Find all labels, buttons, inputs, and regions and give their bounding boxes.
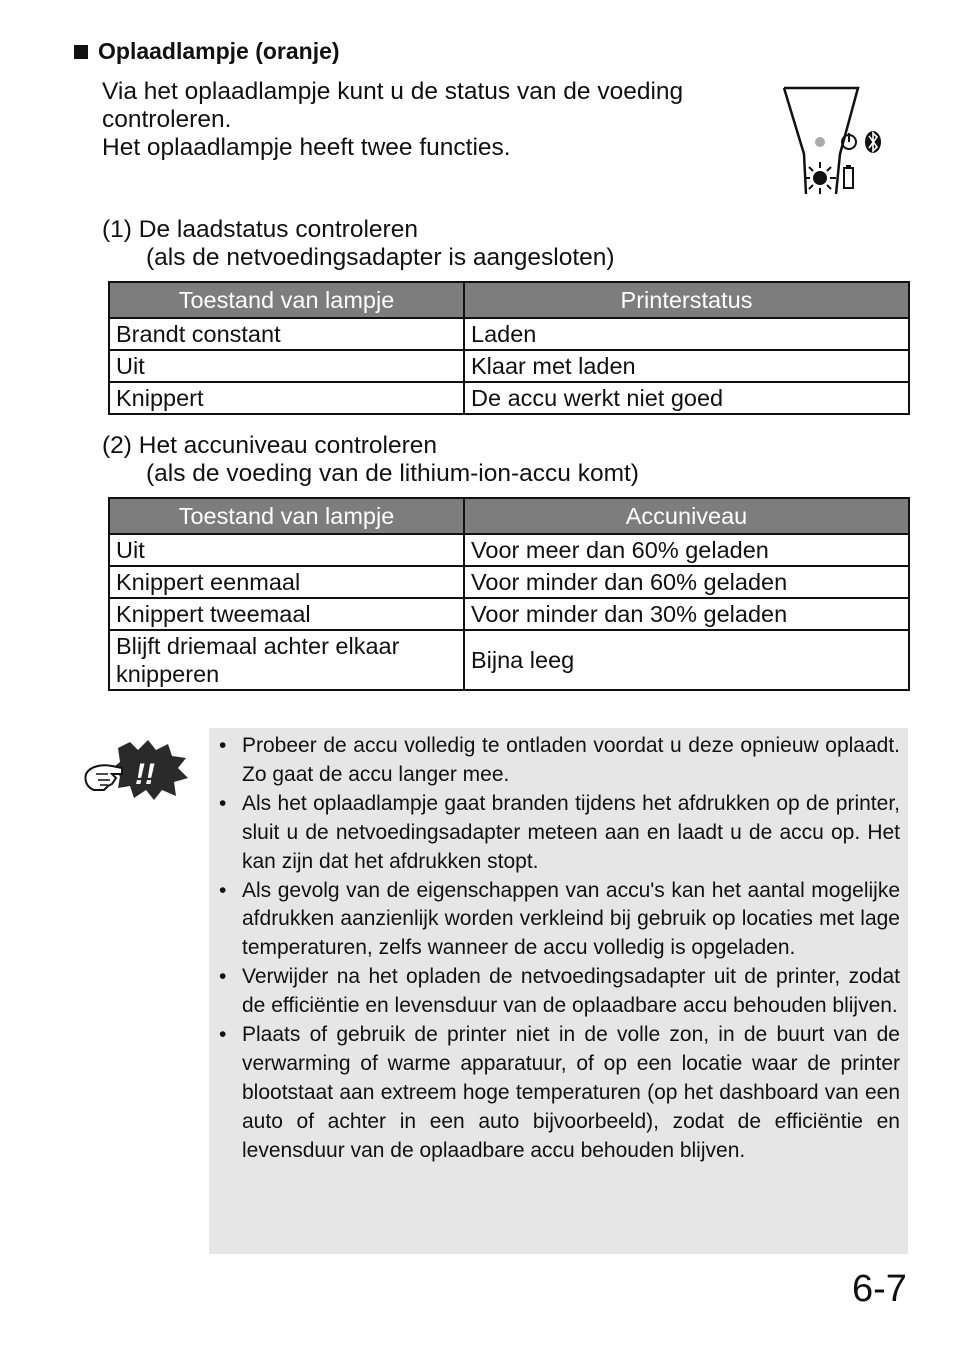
intro-line: Via het oplaadlampje kunt u de status van de voeding: [102, 78, 684, 105]
table-cell: Voor meer dan 60% geladen: [464, 534, 909, 566]
bullet-icon: •: [219, 965, 227, 989]
battery-level-table: [108, 497, 910, 691]
page-number: 6-7: [852, 1268, 907, 1310]
bullet-icon: •: [219, 734, 227, 757]
list-item: [215, 732, 900, 790]
note-text: Plaats of gebruik de printer niet in de volle zon, in de buurt van de verwarming of warme apparatuur, of op een locatie waar de printer blootstaat aan extreem hoge temperaturen (op het dashboard van een auto of achter in een auto bijvoorbeeld), zodat de efficiëntie en levensduur van de oplaadbare accu behouden blijven.: [242, 1023, 900, 1162]
column-header: Accuniveau: [464, 498, 909, 534]
table-cell: Knippert tweemaal: [109, 598, 464, 630]
note-text: Verwijder na het opladen de netvoedingsadapter uit de printer, zodat de efficiëntie en levensduur van de oplaadbare accu behouden blijven.: [242, 965, 900, 1018]
intro-line: Het oplaadlampje heeft twee functies.: [102, 134, 511, 161]
table-row: [109, 318, 909, 350]
table-cell: Voor minder dan 30% geladen: [464, 598, 909, 630]
bullet-icon: •: [219, 791, 227, 815]
table-cell: Uit: [109, 534, 464, 566]
table-header-row: [109, 282, 909, 318]
table-row: [109, 350, 909, 382]
table-cell: Knippert: [109, 382, 464, 414]
intro-line: controleren.: [102, 106, 232, 133]
table-row: [109, 630, 909, 690]
bullet-icon: •: [219, 1023, 227, 1047]
hand-exclamation-icon: [82, 738, 190, 800]
table-cell: Brandt constant: [109, 318, 464, 350]
list-item: [215, 877, 900, 964]
note-text: Als het oplaadlampje gaat branden tijdens het afdrukken op de printer, sluit u de netvoedingsadapter meteen aan en laadt u de accu op. Het kan zijn dat het afdrukken stopt.: [242, 791, 900, 873]
section1-title: (1) De laadstatus controleren: [102, 216, 418, 243]
table-row: [109, 382, 909, 414]
square-bullet-icon: [74, 45, 88, 59]
section1-title-block: [102, 216, 615, 272]
list-item: [215, 790, 900, 877]
table-cell: Knippert eenmaal: [109, 566, 464, 598]
table-cell: Bijna leeg: [464, 630, 909, 690]
list-item: [215, 963, 900, 1021]
section2-subtitle: (als de voeding van de lithium-ion-accu komt): [146, 460, 639, 487]
bullet-icon: •: [219, 878, 227, 902]
table-row: [109, 534, 909, 566]
column-header: Toestand van lampje: [109, 498, 464, 534]
table-cell: Voor minder dan 60% geladen: [464, 566, 909, 598]
section-heading: [74, 38, 340, 65]
notes-list: [215, 732, 900, 1166]
table-cell: Laden: [464, 318, 909, 350]
svg-text:!!: !!: [135, 758, 155, 791]
table-header-row: [109, 498, 909, 534]
table-cell: Uit: [109, 350, 464, 382]
table-row: [109, 566, 909, 598]
column-header: Toestand van lampje: [109, 282, 464, 318]
table-cell: Blijft driemaal achter elkaar knipperen: [109, 630, 464, 690]
column-header: Printerstatus: [464, 282, 909, 318]
section1-subtitle: (als de netvoedingsadapter is aangesloten): [146, 244, 615, 271]
table-cell: De accu werkt niet goed: [464, 382, 909, 414]
section2-title-block: [102, 432, 639, 488]
note-text: Als gevolg van de eigenschappen van accu's kan het aantal mogelijke afdrukken aanzienlijk worden verkleind bij gebruik op locaties met lage temperaturen, zelfs wanneer de accu volledig is opgeladen.: [242, 878, 900, 960]
list-item: [215, 1021, 900, 1166]
notes-box: [209, 728, 908, 1254]
note-text: Probeer de accu volledig te ontladen voordat u deze opnieuw oplaadt. Zo gaat de accu langer mee.: [242, 734, 900, 786]
intro-text: [102, 78, 762, 162]
charge-lamp-illustration-icon: [778, 84, 890, 200]
charge-status-table: [108, 281, 910, 415]
table-cell: Klaar met laden: [464, 350, 909, 382]
table-row: [109, 598, 909, 630]
section2-title: (2) Het accuniveau controleren: [102, 432, 438, 459]
heading-text: Oplaadlampje (oranje): [98, 38, 340, 64]
